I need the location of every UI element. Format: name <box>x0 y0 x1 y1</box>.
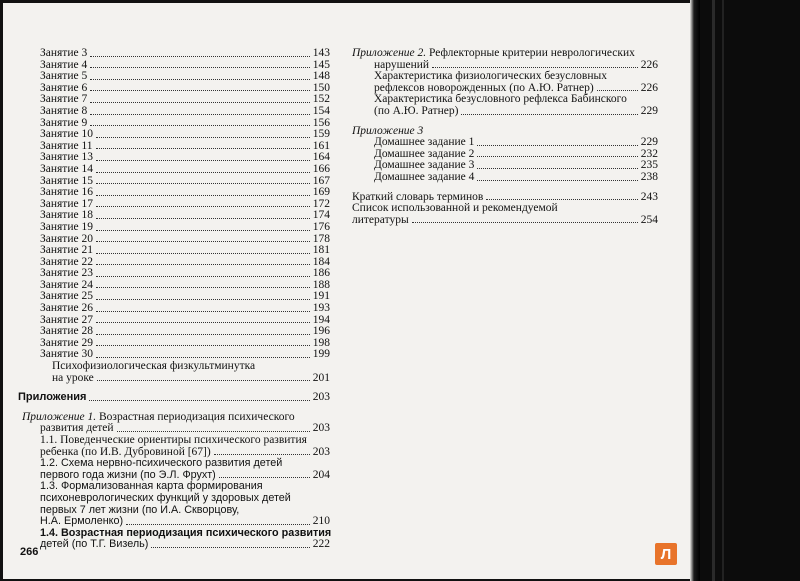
toc-entry-lesson[interactable]: Занятие 13 164 <box>40 151 330 164</box>
toc-entry-lesson[interactable]: Занятие 19 176 <box>40 220 330 233</box>
toc-entry-references[interactable]: литературы 254 <box>352 213 658 226</box>
book-gutter <box>690 0 700 581</box>
toc-entry-reflexes-line1: Характеристика физиологических безусловных <box>374 70 607 83</box>
toc-entry-lesson[interactable]: Занятие 28 196 <box>40 325 330 338</box>
toc-entry-1-4[interactable]: детей (по Т.Г. Визель) 222 <box>40 538 330 551</box>
toc-entry-1-2[interactable]: первого года жизни (по Э.Л. Фрухт) 204 <box>40 468 330 481</box>
toc-entry-lesson[interactable]: Занятие 17 172 <box>40 197 330 210</box>
page-edge <box>712 0 715 581</box>
toc-entry-lesson[interactable]: Занятие 20 178 <box>40 232 330 245</box>
toc-entry-lesson[interactable]: Занятие 7 152 <box>40 93 330 106</box>
toc-entry-1-1-line1: 1.1. Поведенческие ориентиры психического развития <box>40 434 307 446</box>
toc-right-column <box>352 48 658 226</box>
toc-entry-lesson[interactable]: Занятие 30 199 <box>40 348 330 361</box>
toc-entry-app2[interactable]: нарушений 226 <box>374 58 658 71</box>
toc-entry-lesson[interactable]: Занятие 3 143 <box>40 47 330 59</box>
dark-background <box>700 0 800 581</box>
toc-entry-app1[interactable]: развития детей 203 <box>40 422 330 435</box>
lessons-list <box>18 48 330 361</box>
toc-entry-references-line1: Список использованной и рекомендуемой <box>352 202 558 215</box>
toc-entry-1-3-line1: 1.3. Формализованная карта формирования <box>40 480 263 493</box>
toc-entry-lesson[interactable]: Занятие 25 191 <box>40 290 330 303</box>
toc-entry-lesson[interactable]: Занятие 10 159 <box>40 128 330 141</box>
toc-entry-lesson[interactable]: Занятие 9 156 <box>40 116 330 129</box>
toc-entry-1-2-line1: 1.2. Схема нервно-психического развития детей <box>40 457 283 470</box>
toc-entry-fizminutka-line1: Психофизиологическая физкультминутка <box>52 360 256 373</box>
watermark-logo: Л <box>655 543 677 565</box>
toc-entry-1-4-line1: 1.4. Возрастная периодизация психического развития <box>40 526 332 539</box>
toc-entry-homework[interactable]: Домашнее задание 4 238 <box>374 170 658 183</box>
toc-left-column <box>18 48 330 551</box>
toc-entry-homework[interactable]: Домашнее задание 2 232 <box>374 147 658 160</box>
toc-entry-lesson[interactable]: Занятие 29 198 <box>40 336 330 349</box>
toc-entry-lesson[interactable]: Занятие 23 186 <box>40 267 330 280</box>
toc-entry-lesson[interactable]: Занятие 16 169 <box>40 186 330 199</box>
page-number: 266 <box>20 546 39 558</box>
page-edge <box>722 0 724 581</box>
toc-entry-babinski[interactable]: (по А.Ю. Ратнер) 229 <box>374 104 658 117</box>
toc-entry-1-1[interactable]: ребенка (по И.В. Дубровиной [67]) 203 <box>40 445 330 458</box>
toc-entry-app3: Приложение 3 <box>352 124 424 137</box>
toc-entry-babinski-line1: Характеристика безусловного рефлекса Бабинского <box>374 93 627 106</box>
toc-entry-lesson[interactable]: Занятие 22 184 <box>40 255 330 268</box>
toc-entry-lesson[interactable]: Занятие 11 161 <box>40 139 330 152</box>
toc-entry-lesson[interactable]: Занятие 4 145 <box>40 58 330 71</box>
toc-entry-fizminutka[interactable]: на уроке 201 <box>52 371 330 384</box>
toc-entry-lesson[interactable]: Занятие 18 174 <box>40 209 330 222</box>
homework-list <box>352 137 658 183</box>
toc-entry-lesson[interactable]: Занятие 15 167 <box>40 174 330 187</box>
toc-entry-lesson[interactable]: Занятие 6 150 <box>40 81 330 94</box>
toc-entry-homework[interactable]: Домашнее задание 3 235 <box>374 159 658 172</box>
toc-entry-lesson[interactable]: Занятие 8 154 <box>40 104 330 117</box>
toc-entry-app2-line1: Приложение 2. Рефлекторные критерии неврологических <box>352 47 635 59</box>
toc-entry-glossary[interactable]: Краткий словарь терминов 243 <box>352 190 658 203</box>
toc-entry-lesson[interactable]: Занятие 14 166 <box>40 162 330 175</box>
toc-entry-lesson[interactable]: Занятие 24 188 <box>40 278 330 291</box>
toc-entry-lesson[interactable]: Занятие 26 193 <box>40 302 330 315</box>
toc-entry-lesson[interactable]: Занятие 27 194 <box>40 313 330 326</box>
toc-entry-reflexes[interactable]: рефлексов новорожденных (по А.Ю. Ратнер) 226 <box>374 81 658 94</box>
toc-entry-1-3-line3: первых 7 лет жизни (по И.А. Скворцову, <box>40 503 240 516</box>
toc-entry-1-3[interactable]: Н.А. Ермоленко) 210 <box>40 515 330 528</box>
toc-entry-homework[interactable]: Домашнее задание 1 229 <box>374 136 658 149</box>
toc-entry-appendices[interactable]: Приложения 203 <box>18 391 330 404</box>
toc-entry-1-3-line2: психоневрологических функций у здоровых детей <box>40 491 291 504</box>
toc-entry-lesson[interactable]: Занятие 5 148 <box>40 70 330 83</box>
toc-entry-app1-line1: Приложение 1. Возрастная периодизация психического <box>22 410 295 423</box>
toc-entry-lesson[interactable]: Занятие 21 181 <box>40 244 330 257</box>
